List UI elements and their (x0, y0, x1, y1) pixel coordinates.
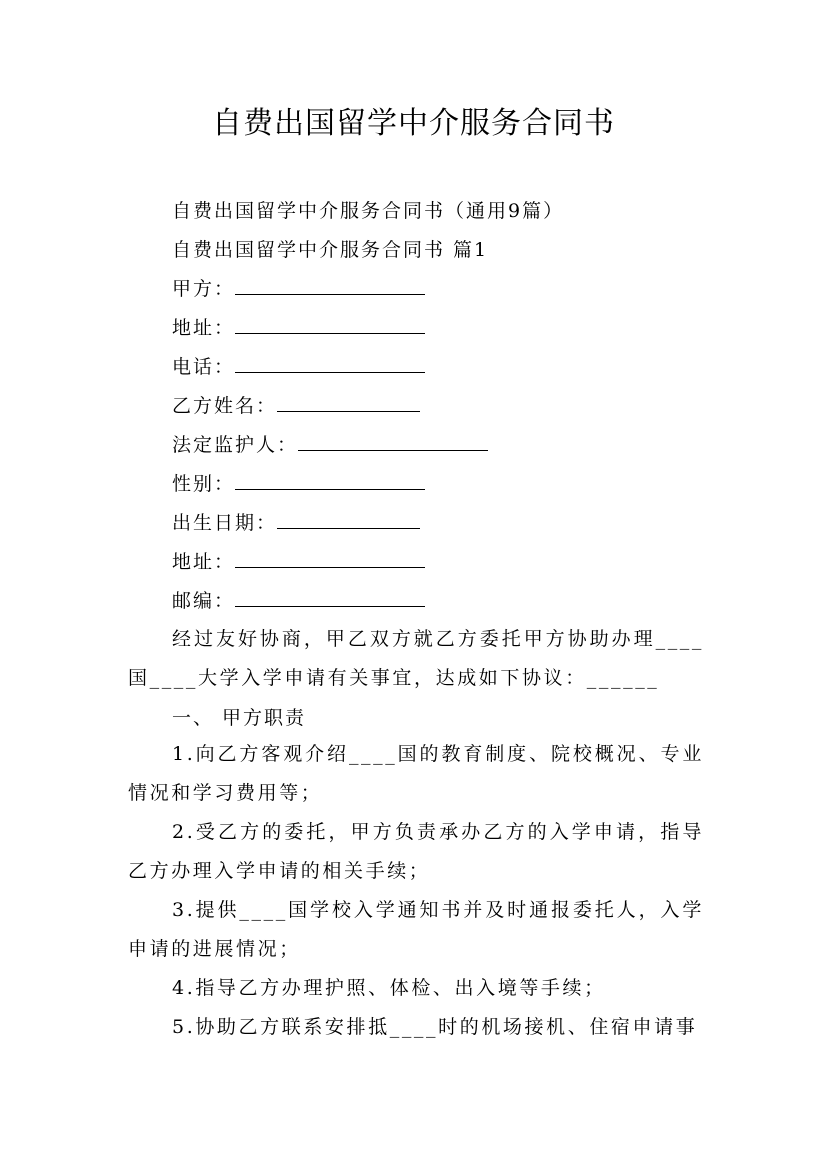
field-gender (172, 471, 425, 497)
fill-blank (277, 510, 420, 529)
fill-blank (235, 315, 425, 334)
clause-item: 5.协助乙方联系安排抵____时的机场接机、住宿申请事 (172, 1016, 698, 1038)
field-label: 地址： (172, 317, 236, 339)
field-label: 法定监护人： (172, 434, 299, 456)
section-heading: 自费出国留学中介服务合同书 篇1 (172, 239, 489, 261)
clause-item: 2.受乙方的委托，甲方负责承办乙方的入学申请，指导乙方办理入学申请的相关手续； (128, 821, 704, 882)
field-address-2 (172, 549, 425, 575)
clause-item: 4.指导乙方办理护照、体检、出入境等手续； (172, 977, 606, 999)
field-party-a (172, 276, 425, 302)
fill-blank (235, 549, 425, 568)
field-guardian (172, 432, 488, 458)
field-party-b-name (172, 393, 420, 419)
field-label: 地址： (172, 551, 236, 573)
fill-blank (235, 588, 425, 607)
document-subtitle: 自费出国留学中介服务合同书（通用9篇） (172, 200, 565, 222)
field-phone (172, 354, 425, 380)
field-birth-date (172, 510, 420, 536)
clause-item: 1.向乙方客观介绍____国的教育制度、院校概况、专业情况和学习费用等； (128, 743, 704, 804)
field-label: 性别： (172, 473, 236, 495)
field-postcode (172, 588, 425, 614)
field-label: 乙方姓名： (172, 395, 278, 417)
field-label: 邮编： (172, 590, 236, 612)
document-title: 自费出国留学中介服务合同书 (212, 106, 615, 141)
fill-blank (277, 393, 420, 412)
fill-blank (235, 471, 425, 490)
intro-paragraph: 经过友好协商，甲乙双方就乙方委托甲方协助办理____国____大学入学申请有关事宜，达成如下协议：______ (128, 628, 704, 689)
clause-item: 3.提供____国学校入学通知书并及时通报委托人，入学申请的进展情况； (128, 899, 704, 960)
field-address (172, 315, 425, 341)
fill-blank (235, 276, 425, 295)
fill-blank (298, 432, 488, 451)
field-label: 电话： (172, 356, 236, 378)
section-heading-duties: 一、 甲方职责 (172, 707, 307, 729)
fill-blank (235, 354, 425, 373)
field-label: 甲方： (172, 278, 236, 300)
field-label: 出生日期： (172, 512, 278, 534)
